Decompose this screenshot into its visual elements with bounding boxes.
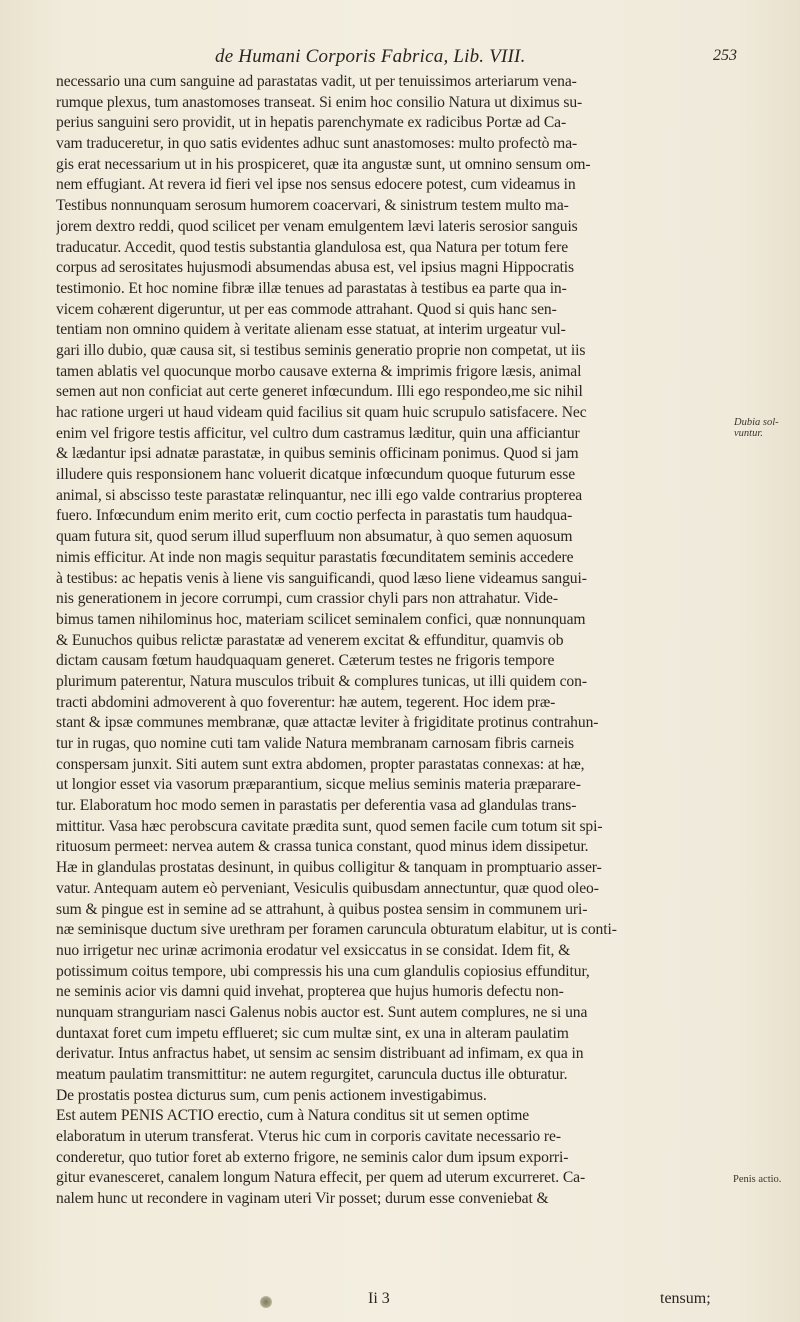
text-line: plurimum paterentur, Natura musculos tribuit & complures tunicas, ut illi quidem con-: [56, 672, 587, 690]
page-number: 253: [713, 47, 737, 64]
text-line: dictam causam fœtum haudquaquam generet. Cæterum testes ne frigoris tempore: [56, 652, 555, 670]
text-line: vam traduceretur, in quo satis evidentes adhuc sunt anastomoses: multo profectò ma-: [56, 135, 578, 153]
text-line: vatur. Antequam autem eò perveniant, Vesiculis quibusdam annectuntur, quæ quod oleo-: [56, 879, 599, 897]
text-line: duntaxat foret cum impetu efflueret; sic cum multæ sint, ex una in alteram paulatim: [56, 1024, 569, 1042]
text-line: tracti abdomini admoverent à quo foverentur: hæ autem, tegerent. Hoc idem præ-: [56, 693, 556, 711]
margin-note-penis-actio: Penis actio.: [733, 1174, 782, 1185]
main-text: [56, 72, 724, 1210]
text-line: stant & ipsæ communes membranæ, quæ attactæ leviter à frigiditate protinus contrahun-: [56, 714, 599, 732]
text-line: tamen ablatis vel quocunque morbo causave externa & imprimis frigore læsis, animal: [56, 362, 582, 380]
text-line: De prostatis postea dicturus sum, cum penis actionem investigabimus.: [56, 1086, 487, 1104]
text-line: mittitur. Vasa hæc perobscura cavitate prædita sunt, quod semen facile cum totum sit spi-: [56, 817, 603, 835]
running-title: de Humani Corporis Fabrica, Lib. VIII.: [215, 46, 526, 67]
text-line: perius sanguini sero providit, ut in hepatis parenchymate ex radicibus Portæ ad Ca-: [56, 114, 567, 132]
running-head: [0, 46, 800, 72]
text-line: enim vel frigore testis afficitur, vel cultro dum castramus læditur, quin una afficiantur: [56, 424, 580, 442]
text-line: gis erat necessarium ut in his prospiceret, quæ ita angustæ sunt, ut omnino sensum om-: [56, 155, 591, 173]
text-line: nimis efficitur. At inde non magis sequitur parastatis fœcunditatem seminis accedere: [56, 548, 574, 566]
text-line: nem effugiant. At revera id fieri vel ipse nos sensus edocere potest, cum videamus in: [56, 176, 576, 194]
text-line: nis generationem in jecore corrumpi, cum crassior chyli pars non attrahatur. Vide-: [56, 590, 558, 608]
signature-mark: Ii 3: [368, 1290, 390, 1307]
text-line: necessario una cum sanguine ad parastatas vadit, ut per tenuissimos arteriarum vena-: [56, 73, 577, 90]
text-line: bimus tamen nihilominus hoc, materiam scilicet seminalem confici, quæ nonnunquam: [56, 610, 586, 628]
text-line: illudere quis responsionem hanc voluerit dicatque infœcundum quoque futurum esse: [56, 466, 576, 484]
catchword: tensum;: [660, 1290, 711, 1307]
text-line: potissimum coitus tempore, ubi compressis his una cum glandulis copiosius effunditur,: [56, 962, 590, 980]
text-line: fuero. Infœcundum enim merito erit, cum coctio perfecta in parastatis tum haudqua-: [56, 507, 573, 525]
text-line: tur in rugas, quo nomine cuti tam valide Natura membranam carnosam fibris carneis: [56, 735, 575, 752]
text-line: traducatur. Accedit, quod testis substantia glandulosa est, qua Natura per totum fere: [56, 238, 569, 256]
text-line: nunquam stranguriam nasci Galenus nobis auctor est. Sunt autem complures, ne si una: [56, 1003, 588, 1021]
text-line: conspersam junxit. Siti autem sunt extra abdomen, propter parastatas connexas: at hæ,: [56, 755, 585, 773]
margin-note-dubia: Dubia sol-vuntur.: [734, 417, 779, 439]
text-line: Testibus nonnunquam serosum humorem coacervari, & sinistrum testem multo ma-: [56, 197, 569, 215]
text-line: vicem cohærent digeruntur, ut per eas commode attrahant. Quod si quis hanc sen-: [56, 300, 557, 318]
text-line: nalem hunc ut recondere in vaginam uteri Vir posset; durum esse conveniebat &: [56, 1190, 549, 1208]
text-line: & lædantur ipsi adnatæ parastatæ, in quibus seminis officinam ponimus. Quod si jam: [56, 445, 579, 463]
text-line: Est autem PENIS ACTIO erectio, cum à Natura conditus sit ut semen optime: [56, 1107, 530, 1125]
text-line: tentiam non omnino quidem à veritate alienam esse statuat, at interim urgeatur vul-: [56, 321, 566, 339]
text-line: à testibus: ac hepatis venis à liene vis sanguificandi, quod læso liene videamus sangui-: [56, 569, 587, 587]
text-line: derivatur. Intus anfractus habet, ut sensim ac sensim distribuant ad infimam, ex qua in: [56, 1045, 584, 1063]
text-line: semen aut non conficiat aut certe generet infœcundum. Illi ego respondeo,me sic nihil: [56, 383, 583, 401]
text-line: rituosum permeet: nervea autem & crassa tunica constant, quod minus idem dissipetur.: [56, 838, 589, 856]
text-line: gari illo dubio, quæ causa sit, si testibus seminis generatio proprie non competat, ut iis: [56, 341, 586, 359]
text-line: corpus ad serositates hujusmodi absumendas abusa est, vel ipsius magni Hippocratis: [56, 259, 574, 277]
text-line: Hæ in glandulas prostatas desinunt, in quibus colligitur & tanquam in promptuario asser-: [56, 859, 602, 877]
text-line: hac ratione urgeri ut haud videam quid facilius sit quam huic scrupulo satisfacere. Nec: [56, 404, 587, 421]
text-line: & Eunuchos quibus relictæ parastatæ ad venerem excitat & effunditur, quamvis ob: [56, 631, 564, 649]
text-line: ne seminis acior vis damni quid invehat, propterea que hujus humoris defectu non-: [56, 983, 564, 1001]
text-line: animal, si abscisso teste parastatæ relinquantur, nec illi ego valde contrarius propterea: [56, 486, 583, 504]
page-footer: [0, 1290, 800, 1312]
text-line: meatum paulatim transmittitur: ne autem regurgitet, caruncula ductus ille obturatur.: [56, 1066, 568, 1083]
text-line: sum & pingue est in semine ad se attrahunt, à quibus postea sensim in communem uri-: [56, 900, 588, 918]
text-line: conderetur, quo tutior foret ab externo frigore, ne seminis calor dum ipsum exporri-: [56, 1148, 569, 1166]
text-line: gitur evanesceret, canalem longum Natura effecit, per quem ad uterum excurreret. Ca-: [56, 1169, 586, 1187]
text-line: næ seminisque ductum sive urethram per foramen caruncula obturatum elabitur, ut is conti-: [56, 921, 617, 939]
text-line: elaboratum in uterum transferat. Vterus hic cum in corporis cavitate necessario re-: [56, 1128, 561, 1146]
text-line: jorem dextro reddi, quod scilicet per venam emulgentem lævi lateris serosior sanguis: [56, 217, 578, 235]
text-line: testimonio. Et hoc nomine fibræ illæ tenues ad parastatas à testibus ea parte qua in-: [56, 279, 567, 297]
text-line: ut longior esset via vasorum præparantium, sicque melius seminis materia præparare-: [56, 776, 581, 794]
text-line: rumque plexus, tum anastomoses transeat. Si enim hoc consilio Natura ut diximus su-: [56, 93, 583, 111]
text-line: quam futura sit, quod serum illud superfluum non absumatur, à quo semen aquosum: [56, 528, 573, 546]
text-line: tur. Elaboratum hoc modo semen in parastatis per deferentia vasa ad glandulas trans-: [56, 797, 577, 815]
text-line: nuo irrigetur nec urinæ acrimonia erodatur vel exsiccatus in se considat. Idem fit, &: [56, 941, 571, 959]
